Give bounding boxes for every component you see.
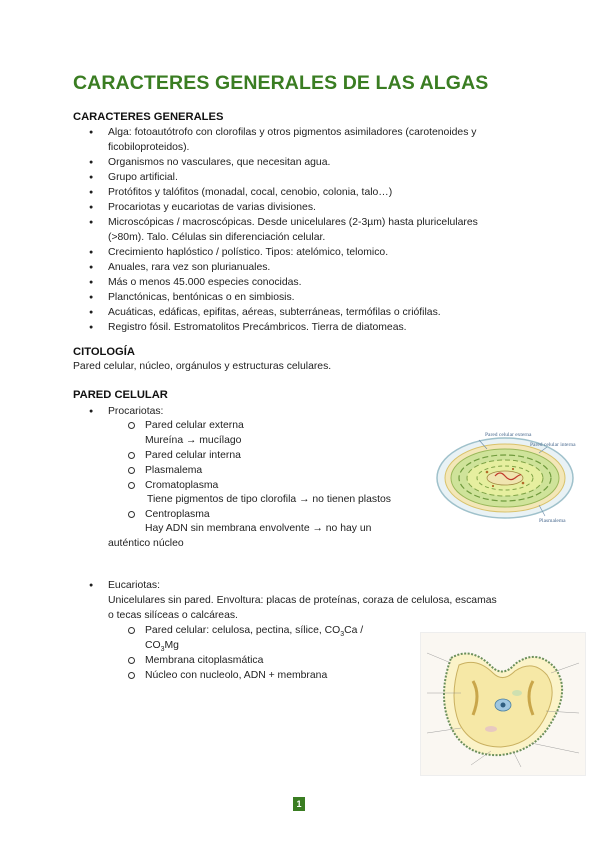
page-title: CARACTERES GENERALES DE LAS ALGAS — [73, 72, 489, 94]
pared-text-c: CO — [145, 640, 161, 651]
procariotas-sublist-2 — [128, 448, 418, 493]
list-item: ● Anuales, rara vez son plurianuales. — [73, 260, 513, 275]
sublist-item: Cromatoplasma — [128, 478, 418, 493]
list-item: ● Protófitos y talófitos (monadal, cocal, cenobio, colonia, talo…) — [73, 185, 513, 200]
list-item: ● Alga: fotoautótrofo con clorofilas y otros pigmentos asimiladores (carotenoides y ficobiloproteidos). — [73, 125, 513, 155]
section-heading-caracteres: CARACTERES GENERALES — [73, 111, 224, 123]
pared-text-cont — [145, 638, 179, 654]
procariotas-sublist-3 — [128, 507, 418, 522]
figure-label-outer: Pared celular externa — [485, 432, 532, 438]
eucariotas-desc: Unicelulares sin pared. Envoltura: placas de proteínas, coraza de celulosa, escamas — [108, 595, 497, 606]
list-item-eucariotas: ● Eucariotas: — [73, 578, 513, 593]
sublist-note: Hay ADN sin membrana envolvente → no hay un — [145, 523, 372, 534]
subscript: 3 — [340, 631, 345, 638]
procariotas-list — [73, 404, 513, 419]
sublist-item: Plasmalema — [128, 463, 418, 478]
figure-label-inner: Pared celular interna — [530, 442, 576, 448]
sublist-note: Mureína → mucílago — [145, 435, 242, 446]
sublist-item: Centroplasma — [128, 507, 418, 522]
eukaryote-cell-diagram — [420, 632, 586, 776]
sublist-note: Tiene pigmentos de tipo clorofila → no tienen plastos — [147, 494, 391, 505]
list-item: ● Organismos no vasculares, que necesitan agua. — [73, 155, 513, 170]
list-item: ● Más o menos 45.000 especies conocidas. — [73, 275, 513, 290]
list-item: ● Microscópicas / macroscópicas. Desde unicelulares (2-3µm) hasta pluricelulares (>80m). Talo. Células sin diferenciación celular. — [73, 215, 513, 245]
figure-label-plasma: Plasmalema — [539, 518, 566, 524]
sublist-item: Núcleo con nucleolo, ADN + membrana — [128, 668, 398, 683]
list-item: ● Grupo artificial. — [73, 170, 513, 185]
section-heading-citologia: CITOLOGÍA — [73, 346, 135, 358]
list-item: ● Registro fósil. Estromatolitos Precámbricos. Tierra de diatomeas. — [73, 320, 513, 335]
page-number-badge: 1 — [293, 797, 305, 811]
list-item: ● Acuáticas, edáficas, epifitas, aéreas, subterráneas, termófilas o criófilas. — [73, 305, 513, 320]
sublist-item: Pared celular externa — [128, 418, 418, 433]
caracteres-list — [73, 125, 513, 335]
list-item: ● Planctónicas, bentónicas o en simbiosis. — [73, 290, 513, 305]
list-item: ● Procariotas y eucariotas de varias divisiones. — [73, 200, 513, 215]
eucariotas-list — [73, 578, 513, 593]
list-item: ● Crecimiento haplóstico / polístico. Tipos: atelómico, telomico. — [73, 245, 513, 260]
citologia-text: Pared celular, núcleo, orgánulos y estructuras celulares. — [73, 361, 332, 372]
subscript: 3 — [160, 646, 165, 653]
sublist-item: Pared celular interna — [128, 448, 418, 463]
pared-text-a: Pared celular: celulosa, pectina, sílice, CO — [145, 625, 341, 636]
section-heading-pared-celular: PARED CELULAR — [73, 389, 168, 401]
pared-text-b: Ca / — [344, 625, 364, 636]
sublist-item-pared — [128, 623, 418, 639]
eucariotas-desc-cont: o tecas silíceas o calcáreas. — [108, 610, 238, 621]
eucariotas-sublist-2 — [128, 653, 398, 683]
procariotas-sublist — [128, 418, 418, 433]
prokaryote-cell-diagram — [427, 420, 587, 530]
pared-text-d: Mg — [164, 640, 179, 651]
sublist-item: Membrana citoplasmática — [128, 653, 398, 668]
list-item-procariotas: ● Procariotas: — [73, 404, 513, 419]
sublist-note-cont: auténtico núcleo — [108, 538, 184, 549]
eucariotas-sublist — [128, 623, 418, 639]
